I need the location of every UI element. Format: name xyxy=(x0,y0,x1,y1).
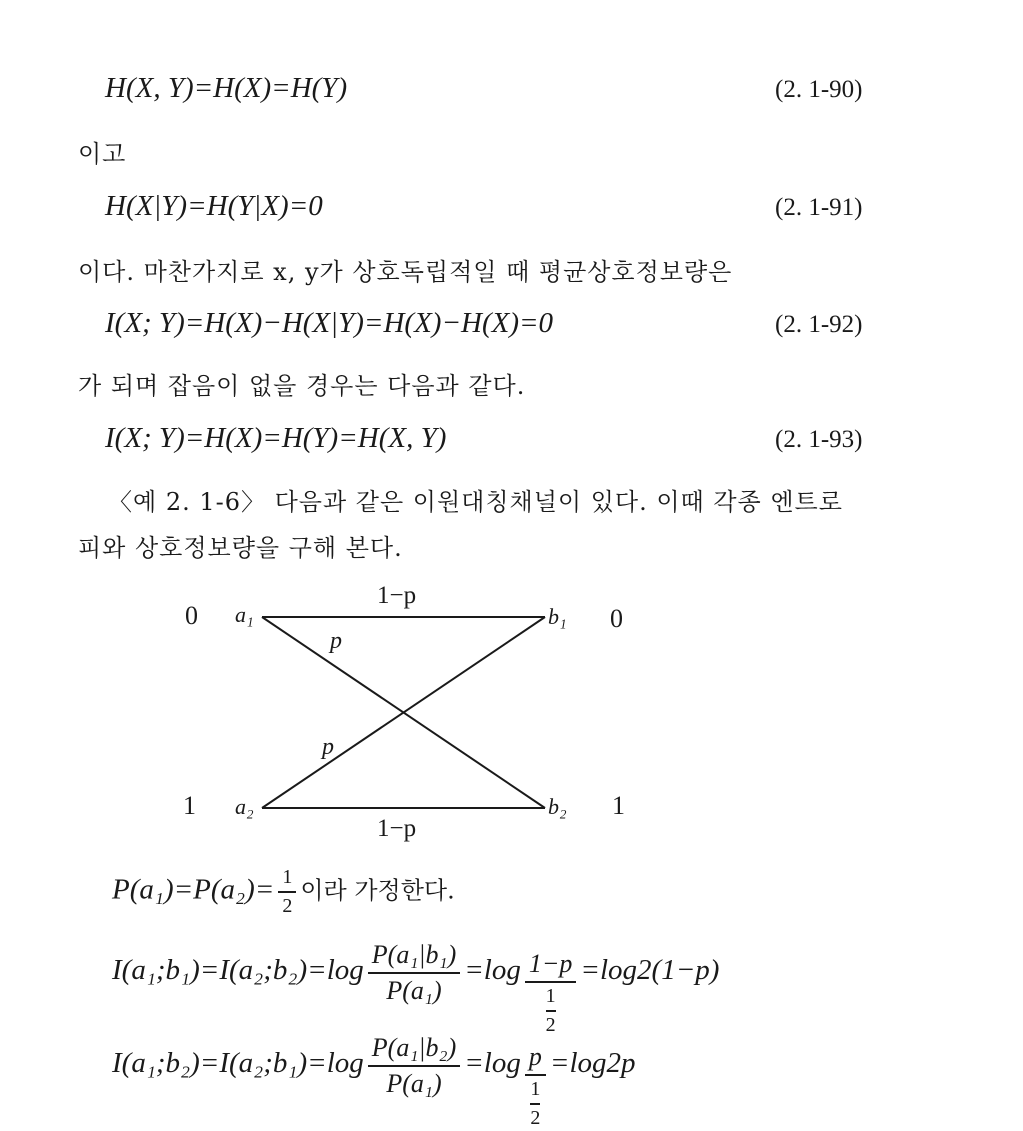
formula1-fraction2 xyxy=(525,949,577,1038)
node-b1-label: b₁ xyxy=(548,604,567,629)
formula1-mid: =log xyxy=(464,954,521,986)
nested-den: 2 xyxy=(546,1010,556,1037)
formula1-nested-half xyxy=(546,985,556,1037)
formula1-fraction-num: P(a₁|b₁) xyxy=(371,940,457,969)
edge-label-bottom: 1−p xyxy=(377,815,417,842)
nested-num: 1 xyxy=(530,1078,541,1100)
edge-label-cross-upper: p xyxy=(330,628,342,654)
formula2-left: I(a₁;b₂)=I(a₂;b₁)=log xyxy=(112,1047,364,1079)
formula2-nested-half xyxy=(530,1078,540,1130)
equation-2-1-91: H(X|Y)=H(Y|X)=0 xyxy=(105,190,323,222)
output-symbol-top: 0 xyxy=(610,604,623,633)
input-symbol-top: 0 xyxy=(185,601,198,630)
formula2-fraction2-den xyxy=(525,1074,546,1131)
formula2-fraction2 xyxy=(525,1042,546,1131)
formula2-fraction2-num: p xyxy=(528,1042,542,1071)
formula2-right: =log2p xyxy=(549,1047,636,1079)
equation-number-93: (2. 1-93) xyxy=(775,426,863,453)
nested-den: 2 xyxy=(530,1103,540,1130)
formula1-fraction xyxy=(368,940,460,1006)
body-text-line1: 이고 xyxy=(78,140,127,168)
formula2-fraction-num: P(a₁|b₂) xyxy=(371,1033,457,1062)
assumption-text: 이라 가정한다. xyxy=(300,876,455,905)
formula1-right: =log2(1−p) xyxy=(580,954,720,986)
node-b2-label: b₂ xyxy=(548,794,567,819)
body-text-line2: 이다. 마찬가지로 x, y가 상호독립적일 때 평균상호정보량은 xyxy=(78,258,733,286)
equation-number-92: (2. 1-92) xyxy=(775,311,863,338)
formula1-fraction-den: P(a₁) xyxy=(368,972,460,1006)
formula2-fraction-den: P(a₁) xyxy=(368,1065,460,1099)
equation-2-1-90: H(X, Y)=H(X)=H(Y) xyxy=(105,72,348,104)
node-a1-label: a₁ xyxy=(235,602,254,627)
mutual-info-formula-1 xyxy=(112,940,719,1038)
nested-num: 1 xyxy=(545,985,556,1007)
formula1-left: I(a₁;b₁)=I(a₂;b₂)=log xyxy=(112,954,364,986)
mutual-info-formula-2 xyxy=(112,1033,636,1131)
input-symbol-bottom: 1 xyxy=(183,791,196,820)
formula2-fraction xyxy=(368,1033,460,1099)
fraction-denominator: 2 xyxy=(278,891,296,918)
output-symbol-bottom: 1 xyxy=(612,791,625,820)
equation-number-90: (2. 1-90) xyxy=(775,76,863,103)
edge-label-cross-lower: p xyxy=(322,734,334,760)
body-text-line3: 가 되며 잡음이 없을 경우는 다음과 같다. xyxy=(78,372,526,400)
formula1-fraction2-den xyxy=(525,981,577,1038)
assumption-formula xyxy=(112,866,455,918)
fraction-numerator: 1 xyxy=(282,866,293,888)
edge-label-top: 1−p xyxy=(377,582,417,609)
formula2-mid: =log xyxy=(464,1047,521,1079)
equation-2-1-92: I(X; Y)=H(X)−H(X|Y)=H(X)−H(X)=0 xyxy=(105,307,554,339)
example-text-line1: 〈예 2. 1-6〉 다음과 같은 이원대칭채널이 있다. 이때 각종 엔트로 xyxy=(108,488,843,516)
example-text-line2: 피와 상호정보량을 구해 본다. xyxy=(78,534,403,562)
fraction-one-half xyxy=(278,866,296,918)
formula1-fraction2-num: 1−p xyxy=(528,949,573,978)
assumption-expression: P(a₁)=P(a₂)= xyxy=(112,873,275,906)
node-a2-label: a₂ xyxy=(235,794,254,819)
equation-2-1-93: I(X; Y)=H(X)=H(Y)=H(X, Y) xyxy=(105,422,447,454)
equation-number-91: (2. 1-91) xyxy=(775,194,863,221)
